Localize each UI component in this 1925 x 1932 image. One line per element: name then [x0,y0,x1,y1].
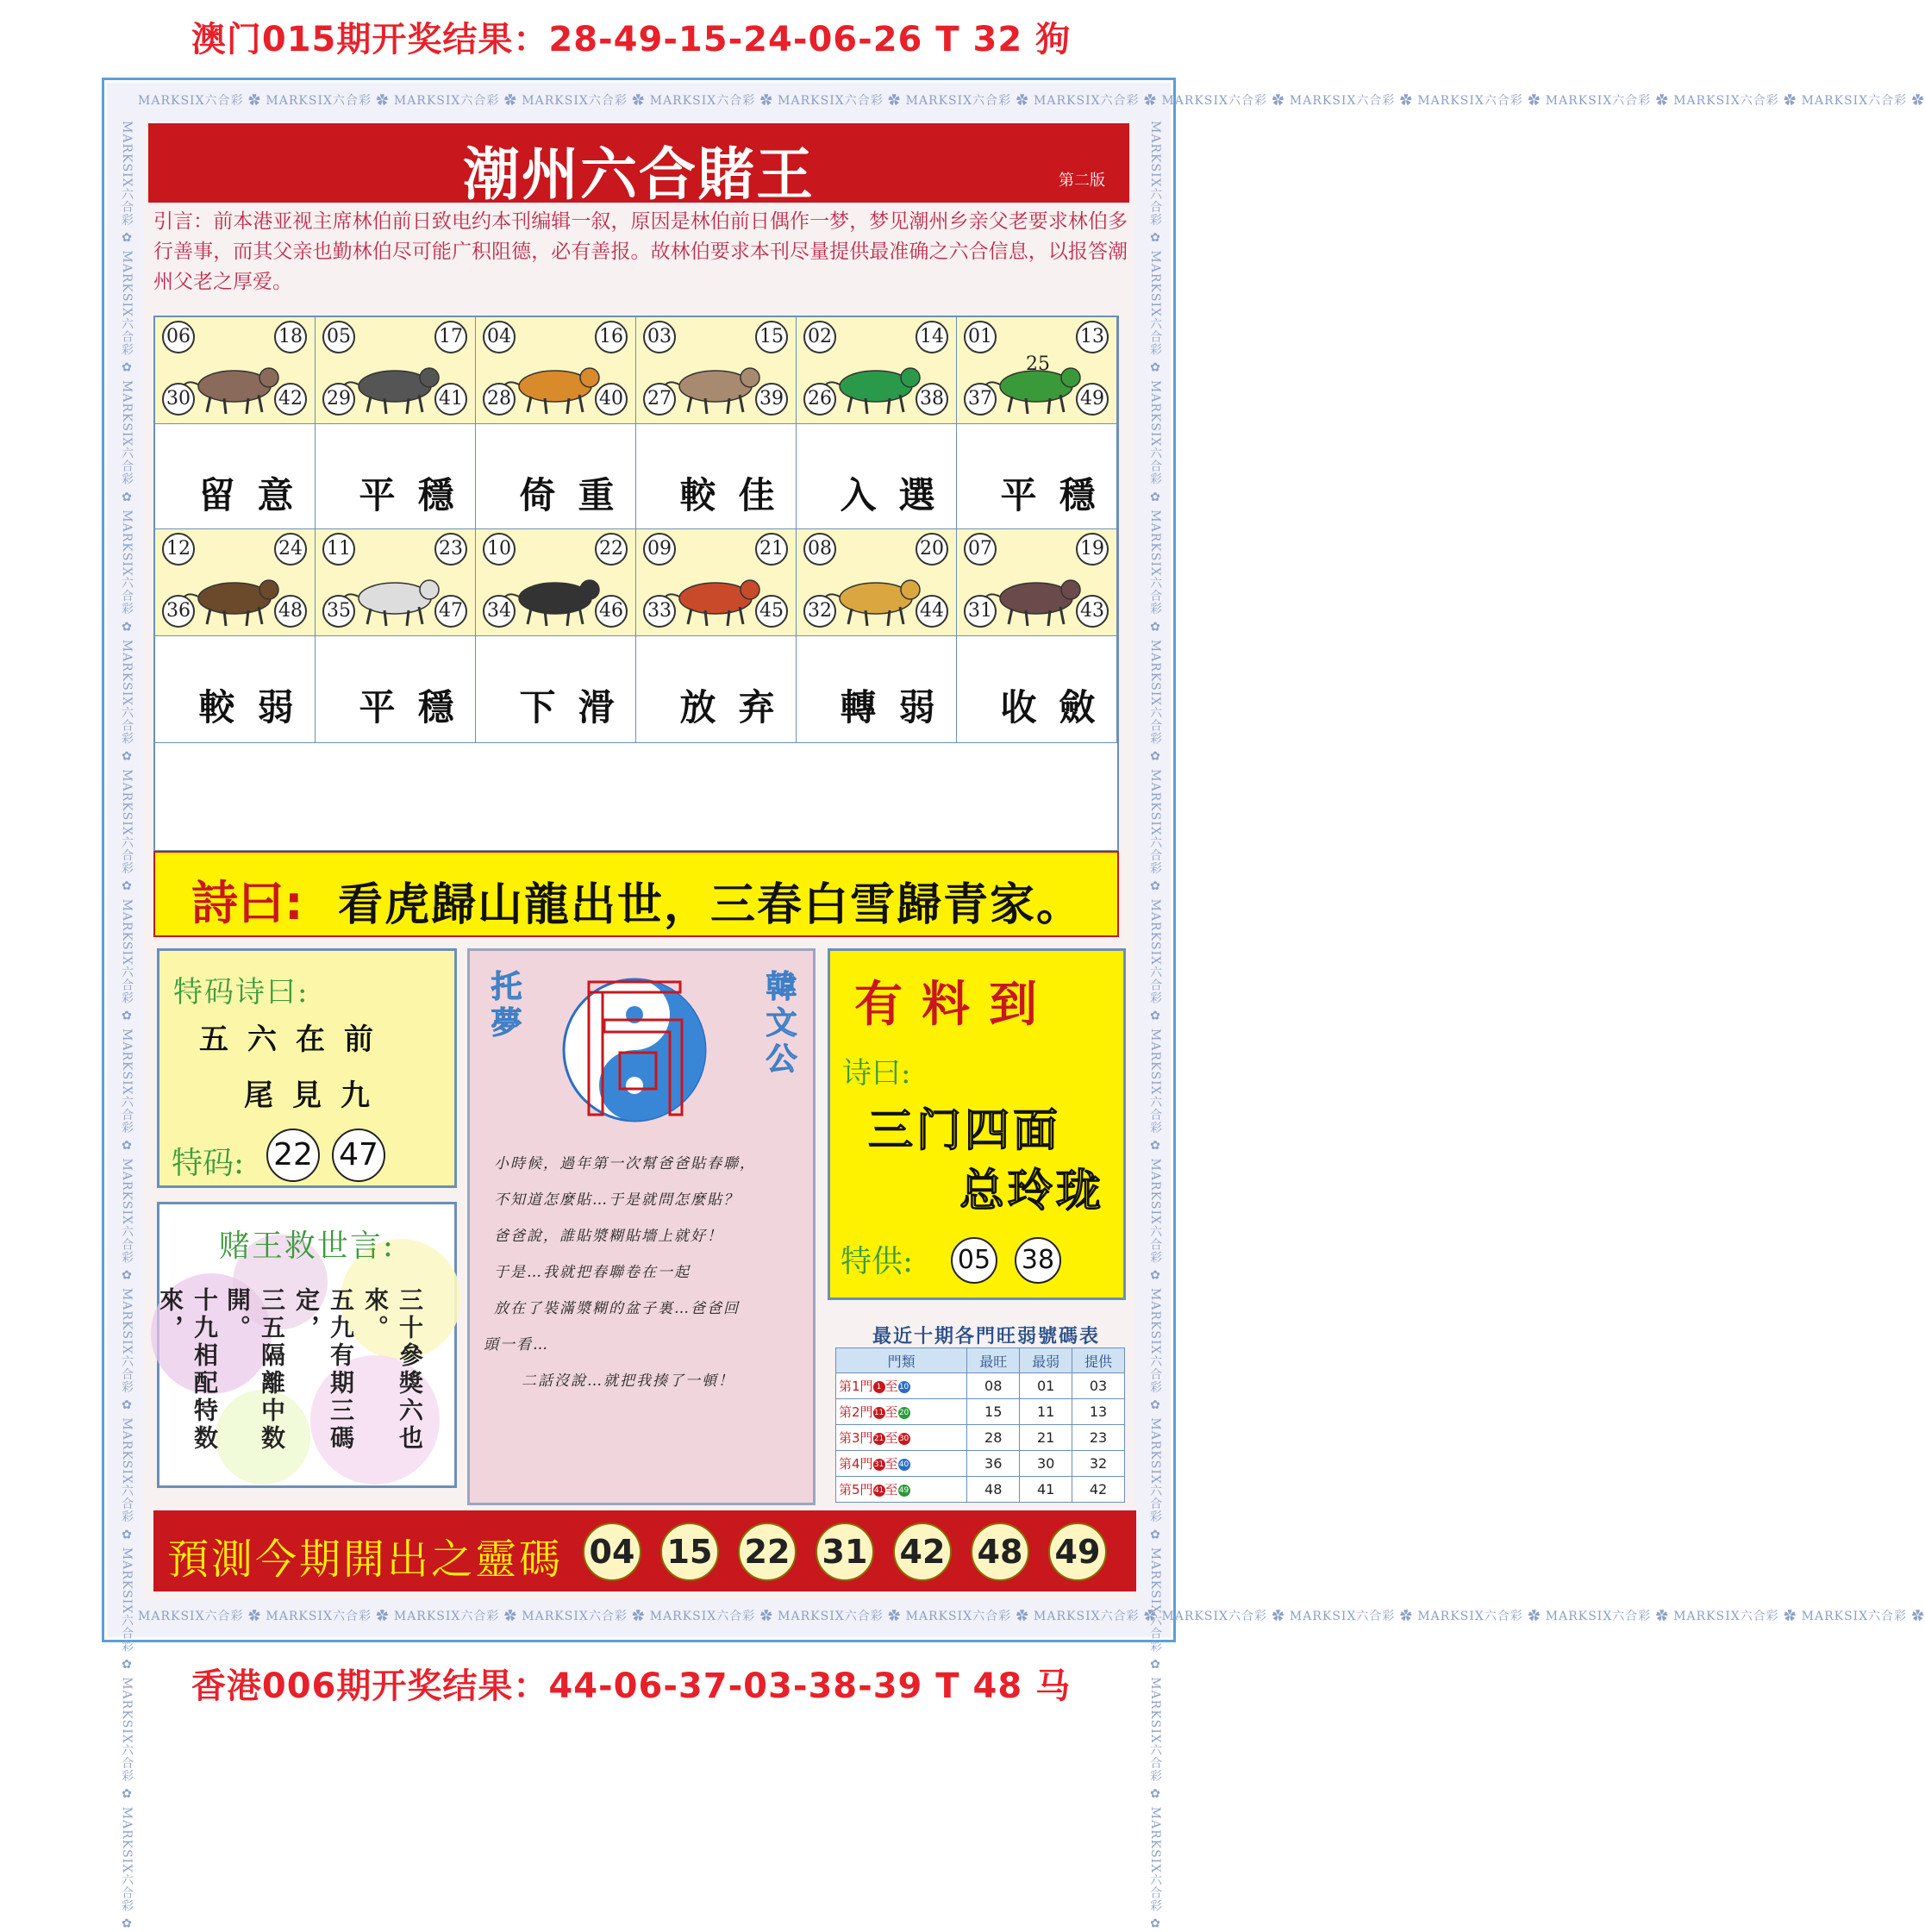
horse-icon [176,555,293,633]
zodiac-cell [316,529,476,636]
fortune-text: 轉弱 [840,686,958,728]
stats-header: 提供 [1072,1348,1125,1373]
table-row [836,1373,1125,1399]
fortune-cell [316,636,476,743]
cold-number: 30 [1020,1451,1072,1477]
savior-title: 赌王救世言: [218,1229,396,1264]
zodiac-number: 30 [162,383,195,416]
zodiac-number: 18 [274,321,307,353]
zodiac-number: 07 [964,533,997,566]
fortune-text: 入選 [840,474,958,516]
special-poem-line1: 五六在前 [199,1022,392,1057]
range-end-ball: 40 [898,1460,909,1469]
youliao-line1: 三门四面 [868,1105,1062,1157]
watermark-bottom: MARKSIX六合彩 ✿ MARKSIX六合彩 ✿ MARKSIX六合彩 ✿ MARKSIX六合彩 ✿ MARKSIX六合彩 ✿ MARKSIX六合彩 ✿ MARKSIX六合彩 ✿ MARKSIX六合彩 ✿ MARKSIX六合彩 ✿ MARKSIX六合彩 ✿ MARKSIX六合彩 ✿ MARKSIX六合彩 ✿ MARKSIX六合彩 ✿ MARKSIX六合彩 ✿ [138,1610,1925,1623]
pick-number: 23 [1072,1425,1125,1451]
zodiac-number: 45 [755,595,788,628]
zodiac-number: 29 [322,383,355,416]
youliao-poem-label: 诗曰: [842,1056,911,1091]
zodiac-number: 27 [643,383,676,416]
dream-line: 放在了裝滿漿糊的盆子裏…爸爸回 [494,1300,740,1317]
zodiac-number: 24 [274,533,307,566]
zodiac-number: 22 [595,533,628,566]
fortune-cell [957,636,1117,743]
dream-right-label: 韓文公 [761,970,797,1079]
zodiac-number: 20 [916,533,948,566]
fortune-cell [476,636,636,743]
zodiac-cell [155,317,316,424]
fortune-cell [316,424,476,529]
zodiac-number: 33 [643,595,676,628]
stats-title: 最近十期各門旺弱號碼表 [872,1325,1100,1347]
cold-number: 11 [1020,1399,1072,1425]
dragon-icon [817,343,934,421]
range-start-ball: 41 [873,1485,884,1495]
hot-number: 28 [967,1425,1020,1451]
zodiac-number: 13 [1076,321,1109,353]
gate-label: 第5門41至49 [836,1477,967,1503]
title-bar [148,123,1129,208]
zodiac-number: 14 [916,321,948,353]
zodiac-cell [797,529,957,636]
special-code-ball: 47 [332,1129,385,1182]
table-row [836,1477,1125,1503]
fortune-text: 留意 [198,474,316,516]
fortune-text: 較弱 [198,686,316,728]
dream-box [467,948,816,1505]
zodiac-number: 42 [274,383,307,416]
zodiac-number: 43 [1076,595,1109,628]
dream-line: 爸爸說，誰貼漿糊貼墻上就好！ [494,1228,723,1245]
dream-line: 不知道怎麼貼…于是就問怎麼貼？ [494,1191,740,1209]
fortune-cell [636,424,797,529]
youliao-line2: 总玲珑 [959,1166,1105,1217]
monkey-icon [497,555,614,633]
range-end-ball: 30 [898,1434,909,1443]
pick-number: 13 [1072,1399,1125,1425]
intro-text: 引言：前本港亚视主席林伯前日致电约本刊编辑一叙，原因是林伯前日偶作一梦，梦见潮州乡亲父老要求林伯多行善事，而其父亲也勤林伯尽可能广积阻德，必有善报。故林伯要求本刊尽量提供最准确之六合信息，以报答潮州父老之厚爱。 [153,210,1128,293]
zodiac-number: 36 [162,595,195,628]
hot-number: 08 [967,1373,1020,1399]
savior-box [157,1202,457,1488]
zodiac-number: 15 [755,321,788,353]
hot-number: 48 [967,1477,1020,1503]
zodiac-cell [476,529,636,636]
poem-bar [153,851,1119,937]
fortune-text: 倚重 [519,474,637,516]
dream-left-label: 托夢 [486,970,522,1042]
range-end-ball: 49 [898,1485,909,1495]
prediction-ball: 31 [816,1522,874,1581]
gate-label: 第3門21至30 [836,1425,967,1451]
tiger-icon [497,343,614,421]
zodiac-number: 32 [803,595,836,628]
fortune-cell [155,636,316,743]
prediction-ball: 04 [583,1522,641,1581]
table-row [836,1451,1125,1477]
cold-number: 01 [1020,1373,1072,1399]
savior-col: 五九有期三碼定， [292,1287,355,1453]
special-poem-title: 特码诗曰: [173,975,309,1010]
youliao-title: 有料到 [854,977,1056,1033]
zodiac-number: 44 [916,595,948,628]
zodiac-cell [957,529,1117,636]
zodiac-number: 17 [434,321,467,353]
fortune-cell [155,424,316,529]
dream-line: 于是…我就把春聯卷在一起 [494,1264,691,1281]
cold-number: 21 [1020,1425,1072,1451]
range-end-ball: 20 [898,1408,909,1417]
savior-col: 十九相配特数來， [156,1287,219,1453]
bottom-result-header: 香港006期开奖结果：44-06-37-03-38-39 T 48 马 [191,1666,1072,1706]
dog-icon [817,555,934,633]
zodiac-number: 41 [434,383,467,416]
youliao-ball: 38 [1015,1237,1061,1284]
zodiac-number: 37 [964,383,997,416]
prediction-ball: 49 [1048,1522,1107,1581]
zodiac-number: 49 [1076,383,1109,416]
fortune-text: 放弃 [679,686,797,728]
gate-label: 第4門31至40 [836,1451,967,1477]
zodiac-number: 46 [595,595,628,628]
zodiac-number: 40 [595,383,628,416]
fortune-text: 平穩 [359,686,477,728]
prediction-ball: 22 [738,1522,797,1581]
fortune-cell [636,636,797,743]
zodiac-number: 16 [595,321,628,353]
zodiac-number: 01 [964,321,997,353]
watermark-top: MARKSIX六合彩 ✿ MARKSIX六合彩 ✿ MARKSIX六合彩 ✿ MARKSIX六合彩 ✿ MARKSIX六合彩 ✿ MARKSIX六合彩 ✿ MARKSIX六合彩 ✿ MARKSIX六合彩 ✿ MARKSIX六合彩 ✿ MARKSIX六合彩 ✿ MARKSIX六合彩 ✿ MARKSIX六合彩 ✿ MARKSIX六合彩 ✿ MARKSIX六合彩 ✿ [138,94,1925,108]
youliao-box [828,948,1126,1300]
youliao-supply-label: 特供: [841,1244,914,1279]
range-start-ball: 21 [873,1434,884,1443]
cold-number: 41 [1020,1477,1072,1503]
special-code-ball: 22 [266,1129,320,1182]
pick-number: 42 [1072,1477,1125,1503]
zodiac-cell [636,529,797,636]
top-result-header: 澳门015期开奖结果：28-49-15-24-06-26 T 32 狗 [191,20,1072,59]
prediction-ball: 15 [660,1522,719,1581]
fortune-text: 收斂 [1000,686,1118,728]
edition-label: 第二版 [1059,172,1105,190]
zodiac-number: 34 [483,595,516,628]
rat-icon [176,343,293,421]
prediction-ball: 48 [971,1522,1029,1581]
zodiac-number: 35 [322,595,355,628]
dream-line: 頭一看… [484,1336,549,1354]
pick-number: 03 [1072,1373,1125,1399]
youliao-ball: 05 [951,1237,997,1284]
range-end-ball: 10 [898,1382,909,1391]
zodiac-number: 28 [483,383,516,416]
stats-header: 門類 [836,1348,967,1373]
pick-number: 32 [1072,1451,1125,1477]
zodiac-number: 12 [162,533,195,566]
zodiac-number: 02 [803,321,836,353]
table-row [836,1399,1125,1425]
zodiac-number: 10 [483,533,516,566]
page-title: 潮州六合賭王 [463,141,815,208]
fortune-text: 平穩 [359,474,477,516]
gate-label: 第2門11至20 [836,1399,967,1425]
special-poem-line2: 尾見九 [244,1079,389,1113]
zodiac-grid [153,316,1119,852]
dream-line: 二話沒說…就把我揍了一頓！ [522,1372,734,1390]
yin-yang-icon [553,968,716,1132]
zodiac-extra-number: 25 [1026,353,1050,375]
special-poem-box [157,948,457,1188]
savior-col: 三五隔離中数開。 [223,1287,286,1453]
zodiac-number: 04 [483,321,516,353]
zodiac-number: 03 [643,321,676,353]
zodiac-number: 06 [162,321,195,353]
rooster-icon [657,555,774,633]
zodiac-number: 48 [274,595,307,628]
zodiac-number: 05 [322,321,355,353]
table-row [836,1425,1125,1451]
zodiac-cell [316,317,476,424]
savior-col: 三十參獎六也來。 [361,1287,424,1453]
zodiac-number: 11 [322,533,355,566]
fortune-cell [797,636,957,743]
hot-number: 36 [967,1451,1020,1477]
prediction-ball: 42 [893,1522,952,1581]
fortune-text: 下滑 [519,686,637,728]
zodiac-number: 08 [803,533,836,566]
range-start-ball: 11 [873,1408,884,1417]
prediction-label: 預測今期開出之靈碼 [167,1535,564,1584]
zodiac-cell [476,317,636,424]
stats-table [835,1347,1125,1503]
zodiac-cell [797,317,957,424]
poem-label: 詩曰: [191,876,303,930]
dream-line: 小時候，過年第一次幫爸爸貼春聯， [494,1155,756,1172]
range-start-ball: 1 [873,1381,885,1393]
zodiac-cell [957,317,1117,424]
fortune-cell [476,424,636,529]
zodiac-number: 39 [755,383,788,416]
pig-icon [978,555,1095,633]
watermark-left: MARKSIX六合彩 ✿ MARKSIX六合彩 ✿ MARKSIX六合彩 ✿ MARKSIX六合彩 ✿ MARKSIX六合彩 ✿ MARKSIX六合彩 ✿ MARKSIX六合彩 ✿ MARKSIX六合彩 ✿ MARKSIX六合彩 ✿ MARKSIX六合彩 ✿ MARKSIX六合彩 ✿ MARKSIX六合彩 ✿ MARKSIX六合彩 ✿ MARKSIX六合彩 ✿ [120,121,134,1932]
zodiac-number: 47 [434,595,467,628]
stats-header: 最弱 [1020,1348,1072,1373]
zodiac-number: 21 [755,533,788,566]
fortune-cell [957,424,1117,529]
zodiac-number: 38 [916,383,948,416]
hot-number: 15 [967,1399,1020,1425]
goat-icon [336,555,453,633]
zodiac-number: 31 [964,595,997,628]
zodiac-cell [155,529,316,636]
range-start-ball: 31 [873,1460,884,1469]
rabbit-icon [657,343,774,421]
zodiac-number: 23 [434,533,467,566]
zodiac-number: 09 [643,533,676,566]
gate-label: 第1門 1 至10 [836,1373,967,1399]
zodiac-cell [636,317,797,424]
watermark-right: MARKSIX六合彩 ✿ MARKSIX六合彩 ✿ MARKSIX六合彩 ✿ MARKSIX六合彩 ✿ MARKSIX六合彩 ✿ MARKSIX六合彩 ✿ MARKSIX六合彩 ✿ MARKSIX六合彩 ✿ MARKSIX六合彩 ✿ MARKSIX六合彩 ✿ MARKSIX六合彩 ✿ MARKSIX六合彩 ✿ MARKSIX六合彩 ✿ MARKSIX六合彩 ✿ [1148,121,1162,1932]
stats-header: 最旺 [967,1348,1020,1373]
poem-text: 看虎歸山龍出世，三春白雪歸青家。 [338,879,1084,931]
special-code-label: 特码: [172,1146,245,1181]
fortune-text: 平穩 [1000,474,1118,516]
prediction-bar [153,1510,1136,1591]
fortune-text: 較佳 [679,474,797,516]
ox-icon [336,343,453,421]
zodiac-number: 19 [1076,533,1109,566]
fortune-cell [797,424,957,529]
zodiac-number: 26 [803,383,836,416]
